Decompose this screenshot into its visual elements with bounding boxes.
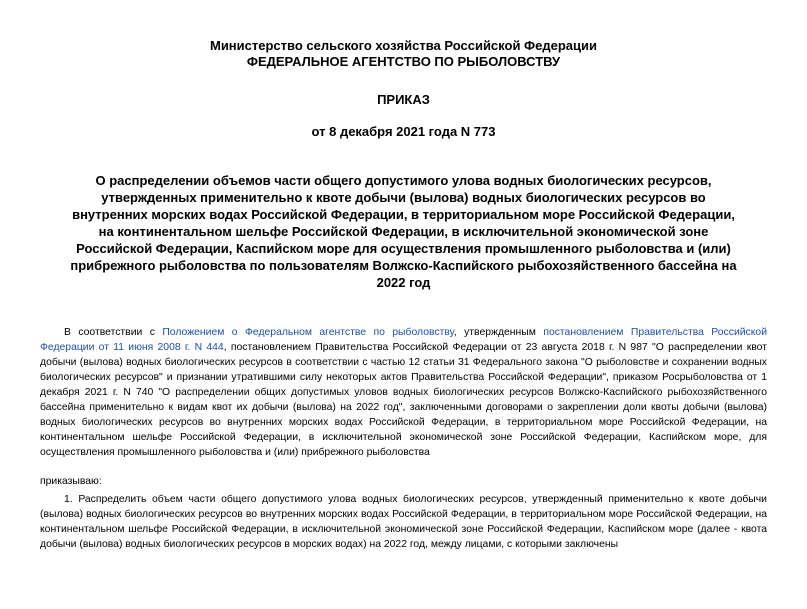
- preamble-text-2: , утвержденным: [453, 327, 544, 338]
- preamble-text-3: , постановлением Правительства Российской Федерации от 23 августа 2018 г. N 987 "О распределении квот добычи (вылова) водных биологических ресурсов в соответствии с частью 12 статьи 31 Федерального закона "О рыболовстве и сохранении водных биологических ресурсов" и признании утратившими силу некоторых актов Правительства Российской Федерации", приказом Росрыболовства от 1 декабря 2021 г. N 740 "О распределении общих допустимых уловов водных биологических ресурсов Волжско-Каспийского рыбохозяйственного бассейна применительно к видам квот их добычи (вылова) на 2022 год", заключенными договорами о закреплении доли квоты добычи (вылова) водных биологических ресурсов во внутренних морских водах Российской Федерации, в территориальном море Российской Федерации, на континентальном шельфе Российской Федерации, в исключительной экономической зоне Российской Федерации, Каспийском море, для осуществления промышленного рыболовства и (или) прибрежного рыболовства: [40, 342, 767, 458]
- link-agency-regulation[interactable]: Положением о Федеральном агентстве по рыболовству: [162, 327, 454, 338]
- document-type: ПРИКАЗ: [377, 92, 430, 107]
- link-government-resolution[interactable]: постановлением Правительства Российской Федерации от 11 июня 2008 г. N 444: [40, 327, 767, 353]
- item-1-paragraph: 1. Распределить объем части общего допустимого улова водных биологических ресурсов, утвержденный применительно к квоте добычи (вылова) водных биологических ресурсов во внутренних морских водах Российской Федерации, в территориальном море Российской Федерации, на континентальном шельфе Российской Федерации, в исключительной экономической зоне Российской Федерации, Каспийском море (далее - квота добычи (вылова) водных биологических ресурсов в морских водах) на 2022 год, между лицами, с которыми заключены: [40, 494, 767, 550]
- document-page: [0, 38, 807, 609]
- decree-word: приказываю:: [40, 476, 102, 487]
- document-date-number: от 8 декабря 2021 года N 773: [311, 124, 496, 139]
- agency-name: ФЕДЕРАЛЬНОЕ АГЕНТСТВО ПО РЫБОЛОВСТВУ: [246, 54, 561, 69]
- ministry-name: Министерство сельского хозяйства Российской Федерации: [209, 38, 597, 53]
- preamble-paragraph: [40, 325, 767, 460]
- preamble-text-1: В соответствии с: [64, 327, 163, 338]
- document-title: О распределении объемов части общего допустимого улова водных биологических ресурсов, утвержденных применительно к квоте добычи (вылова) водных биологических ресурсов во внутренних морских водах Российской Федерации, в территориальном море Российской Федерации, на континентальном шельфе Российской Федерации, в исключительной экономической зоне Российской Федерации, Каспийском море для осуществления промышленного рыболовства и (или) прибрежного рыболовства по пользователям Волжско-Каспийского рыбохозяйственного бассейна на 2022 год: [70, 173, 737, 290]
